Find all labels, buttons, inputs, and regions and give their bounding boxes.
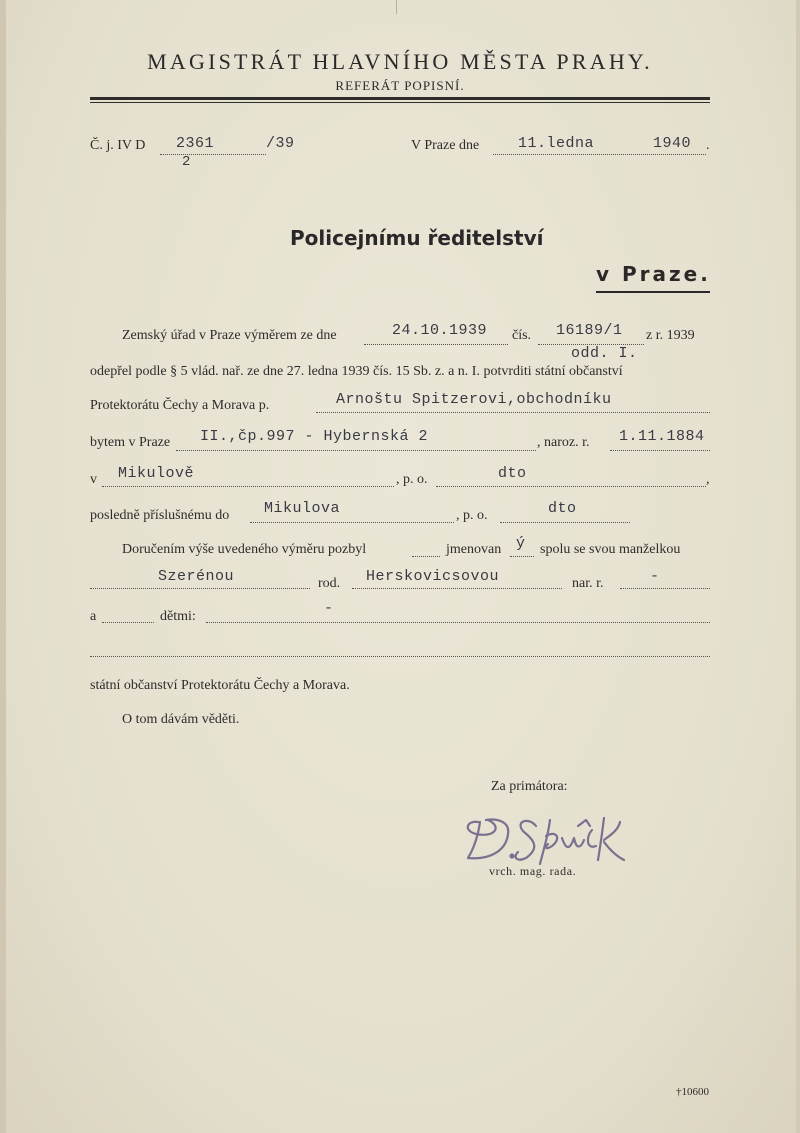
children-value: - [324, 600, 334, 617]
birth-date-line [610, 450, 710, 451]
last-district-line [500, 522, 630, 523]
date-line [493, 154, 706, 155]
decree-date-line [364, 344, 508, 345]
letterhead-title: MAGISTRÁT HLAVNÍHO MĚSTA PRAHY. [147, 49, 653, 74]
decree-number-label: čís. [512, 328, 532, 343]
birth-district: dto [498, 465, 527, 482]
birth-district-label: , p. o. [396, 472, 428, 487]
department: odd. I. [571, 345, 638, 362]
wife-born-line [620, 588, 710, 589]
decree-date: 24.10.1939 [392, 322, 488, 339]
paper-edge-left [0, 0, 6, 1133]
letter-date: 11.ledna [518, 135, 595, 152]
last-domicile-line [250, 522, 454, 523]
form-code: †10600 [676, 1086, 709, 1098]
blank-line [90, 656, 710, 657]
place-date-label: V Praze dne [411, 138, 480, 153]
p1-line3-label: Protektorátu Čechy a Morava p. [90, 398, 270, 413]
wife-name: Szerénou [158, 568, 235, 585]
reference-number: 2361 [176, 135, 215, 152]
date-period: . [706, 138, 710, 153]
closing-line1: státní občanství Protektorátu Čechy a Morava. [90, 678, 350, 693]
wife-born-label: nar. r. [572, 576, 604, 591]
last-domicile: Mikulova [264, 500, 341, 517]
born-label: , naroz. r. [537, 435, 590, 450]
fold-mark [396, 0, 397, 14]
p1-line2: odepřel podle § 5 vlád. nař. ze dne 27. ledna 1939 čís. 15 Sb. z. a n. I. potvrditi státní občanství [90, 364, 623, 379]
letterhead-subtitle: REFERÁT POPISNÍ. [335, 78, 465, 93]
for-mayor-label: Za primátora: [491, 779, 568, 794]
children-a: a [90, 609, 97, 624]
birth-district-line [436, 486, 706, 487]
decree-year: z r. 1939 [646, 328, 695, 343]
birthplace: Mikulově [118, 465, 195, 482]
p2-lead: Doručením výše uvedeného výměru pozbyl [122, 542, 367, 557]
children-a-line [102, 622, 154, 623]
wife-name-line [90, 588, 310, 589]
reference-year-suffix: /39 [266, 135, 295, 152]
p2-suffix: ý [516, 535, 526, 552]
maiden-label: rod. [318, 576, 341, 591]
p2-suffix-line [510, 556, 534, 557]
letter-year: 1940 [653, 135, 692, 152]
official-title: vrch. mag. rada. [489, 864, 577, 878]
reference-label: Č. j. IV D [90, 138, 146, 153]
last-district-label: , p. o. [456, 508, 488, 523]
residence-line [176, 450, 536, 451]
person-name-line [316, 412, 710, 413]
born-in-label: v [90, 472, 97, 487]
closing-line2: O tom dávám věděti. [122, 712, 240, 727]
reference-number-line [160, 154, 266, 155]
addressee-line2: v Praze. [596, 262, 711, 286]
residence-label: bytem v Praze [90, 435, 171, 450]
paper-edge-right [796, 0, 800, 1133]
p1-lead: Zemský úřad v Praze výměrem ze dne [122, 328, 337, 343]
person-name: Arnoštu Spitzerovi,obchodníku [336, 391, 612, 408]
last-district: dto [548, 500, 577, 517]
header-rule-thin [90, 102, 710, 103]
p2-tail: spolu se svou manželkou [540, 542, 681, 557]
reference-sub-number: 2 [182, 154, 191, 170]
p2-named: jmenovan [446, 542, 502, 557]
wife-born: - [650, 568, 660, 585]
last-domicile-label: posledně příslušnému do [90, 508, 230, 523]
addressee-underline [596, 291, 710, 293]
signature-image [458, 808, 638, 870]
birth-district-comma: , [706, 472, 710, 487]
header-rule-thick [90, 97, 710, 100]
birth-date: 1.11.1884 [619, 428, 705, 445]
p2-blank-line [412, 556, 440, 557]
birthplace-line [102, 486, 394, 487]
children-label: dětmi: [160, 609, 196, 624]
maiden-name: Herskovicsovou [366, 568, 500, 585]
residence: II.,čp.997 - Hybernská 2 [200, 428, 429, 445]
addressee-line1: Policejnímu ředitelství [290, 226, 544, 250]
maiden-name-line [352, 588, 562, 589]
children-line [206, 622, 710, 623]
decree-number: 16189/1 [556, 322, 623, 339]
